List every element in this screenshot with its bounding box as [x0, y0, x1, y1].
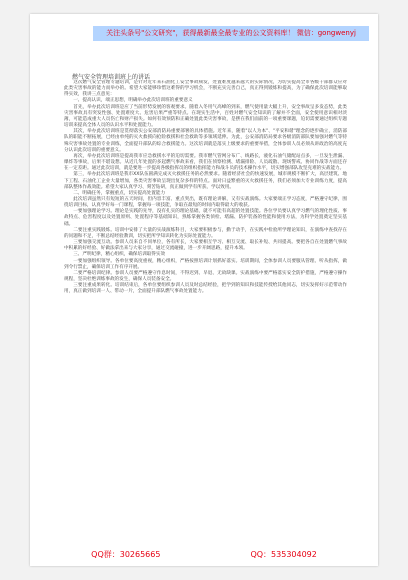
- paragraph: 再次，举办此次培训班是提高我市应急救援水平的迫切需要。我市燃气管网分布广、线路长，液化石油气储配站点多，一旦发生泄漏、爆炸等事故，后果不堪设想。从近几年处置的多起燃气事故来看，我们在侦察检测、堵漏排险、人员疏散、现场警戒、协同作战等方面还存在一定差距。通过此次培训，就是要进一步提高各级指挥员的组织指挥能力和战斗员的技术操作水平，切实增强部队攻坚克难的实战能力。: [64, 153, 347, 172]
- section-heading: 二、明确任务，掌握重点，切实提高处置能力: [73, 190, 166, 196]
- paragraph: 第三，举办此次培训班是我市XX队伍圆满完成灭火救援任务的必然要求。随着经济社会的快速发展，城市规模不断扩大，高层建筑、地下工程、石油化工企业大量增加，各类灾害事故呈现出复杂多样的特点。面对日益繁重的灭火救援任务，我们必须加大专业训练力度，提高部队整体作战效能。希望大家认真学习、刻苦钻研，真正做到学有所获、学以致用。: [64, 172, 347, 190]
- document-body: [64, 80, 347, 540]
- document-page: [30, 14, 378, 566]
- paragraph: 二要严格培训纪律。参训人员要严格遵守作息时间，不得迟到、早退、无故缺课。实战演练中要严格落实安全防护措施，严格遵守操作规程，坚决杜绝训练事故的发生，确保人员装备安全。: [64, 270, 347, 282]
- promo-banner: [93, 26, 369, 41]
- qq-text: QQ：535304092: [250, 549, 317, 559]
- section-heading: 三、严明纪律，精心组织，确保培训取得实效: [73, 252, 166, 258]
- contact-footer: [30, 548, 378, 560]
- paragraph: 此次培训虽然只有短短的五天时间，但内容丰富、重点突出，既有理论讲解，又有实战演练。大家要端正学习态度，严格遵守纪律，围绕培训目标，认真学好每一门课程，掌握每一项技能，争取在最短的时间内取得最大的收获。: [64, 196, 347, 209]
- paragraph: 三要注重成果转化。培训结束后，各单位要组织参训人员及时总结经验，把学到的知识和技能传授给其他同志，切实发挥好示范带动作用，真正做到培训一人、带动一片，全面提升部队燃气事故处置能力。: [64, 283, 347, 295]
- paragraph: 一要加强组织领导。各单位要高度重视，精心组织，严格按照培训计划抓好落实。培训期间，全体参训人员要服从管理、听从指挥，做到令行禁止，确保培训工作有序开展。: [64, 258, 347, 270]
- paragraph: 二要注重实践锻炼。培训中安排了大量的实战演练科目，大家要积极参与，勤于动手，在实践中检验所学理论知识，在演练中查找存在的问题和不足，不断总结经验教训，切实把所学知识转化为实际处置能力。: [64, 227, 347, 239]
- paragraph: 三要加强交流互动。参训人员来自不同单位，各有所长，大家要相互学习、相互交流、取长补短、共同提高。要把各自在处置燃气事故中积累的好经验、好做法拿出来与大家分享，通过交流碰撞，进一步开阔思路，提升本领。: [64, 240, 347, 252]
- paragraph: 首先，举办此次培训班是应了当前形势发展的客观要求。随着入冬用气高峰的到来，燃气使用量大幅上升，安全事故呈多发态势，此类灾害事故具有突发性强、处置难度大、危害后果严重等特点。在现实生活中，百姓对燃气安全知识的了解并不全面，安全使用意识相对淡薄，可能造成重大人员伤亡和财产损失。如何有效预防和正确处置此类灾害事故，是摆在我们面前的一项重要课题，迫切需要通过组织专题培训来提高全体人员的认识水平和处置能力。: [64, 104, 347, 129]
- qq-group-text: QQ群：30265665: [91, 549, 161, 559]
- document-title: 燃气安全管理培训班上的讲话: [72, 74, 151, 81]
- paragraph: 其次，举办此次培训班是贯彻落实公安部消防局重要部署的具体措施。近年来，随着"以人为本"、"平安和谐"理念的逐步确立，消防部队的职能不断拓展，已经由单纯的灭火救援向抢险救援和社会救助等多领域延伸。为此，公安部消防局要求各级消防部队要加强对燃气等特殊灾害事故处置的专业训练，全面提升部队的综合救援能力。这次培训就是落实上级要求的重要举措，全体参训人员必须从讲政治的高度充分认识此次培训的重要意义。: [64, 129, 347, 153]
- section-heading: 一、提高认识，端正思想，明确举办此次培训班的重要意义: [73, 98, 193, 104]
- paragraph: 一要加强理论学习。理论是实践的先导，没有扎实的理论基础，就不可能有高超的处置技能。各位学员要认真学习燃气的理化性质、事故特点、危害程度以及处置原则、处置程序等基础知识，熟练掌握各类侦检、堵漏、防护装备的性能和使用方法，为科学处置奠定坚实基础。: [64, 209, 347, 227]
- paragraph: 这次燃气安全管理专题培训，是针对近年来石油化工安全事故频发，处置难度越来越大的实际情况，为切实提高全市各级干部群众应对此类灾害事故的能力而举办的。希望大家能够珍惜这难得的学习机会，不断充实完善自己，真正得到锻炼和提高，为了确保此次培训能够取得实效，我讲三点意见：: [64, 80, 347, 98]
- promo-banner-text: 关注头条号"公文研究"，获得最新最全最专业的公文资料库！ 微信：gongwenyj: [106, 29, 356, 37]
